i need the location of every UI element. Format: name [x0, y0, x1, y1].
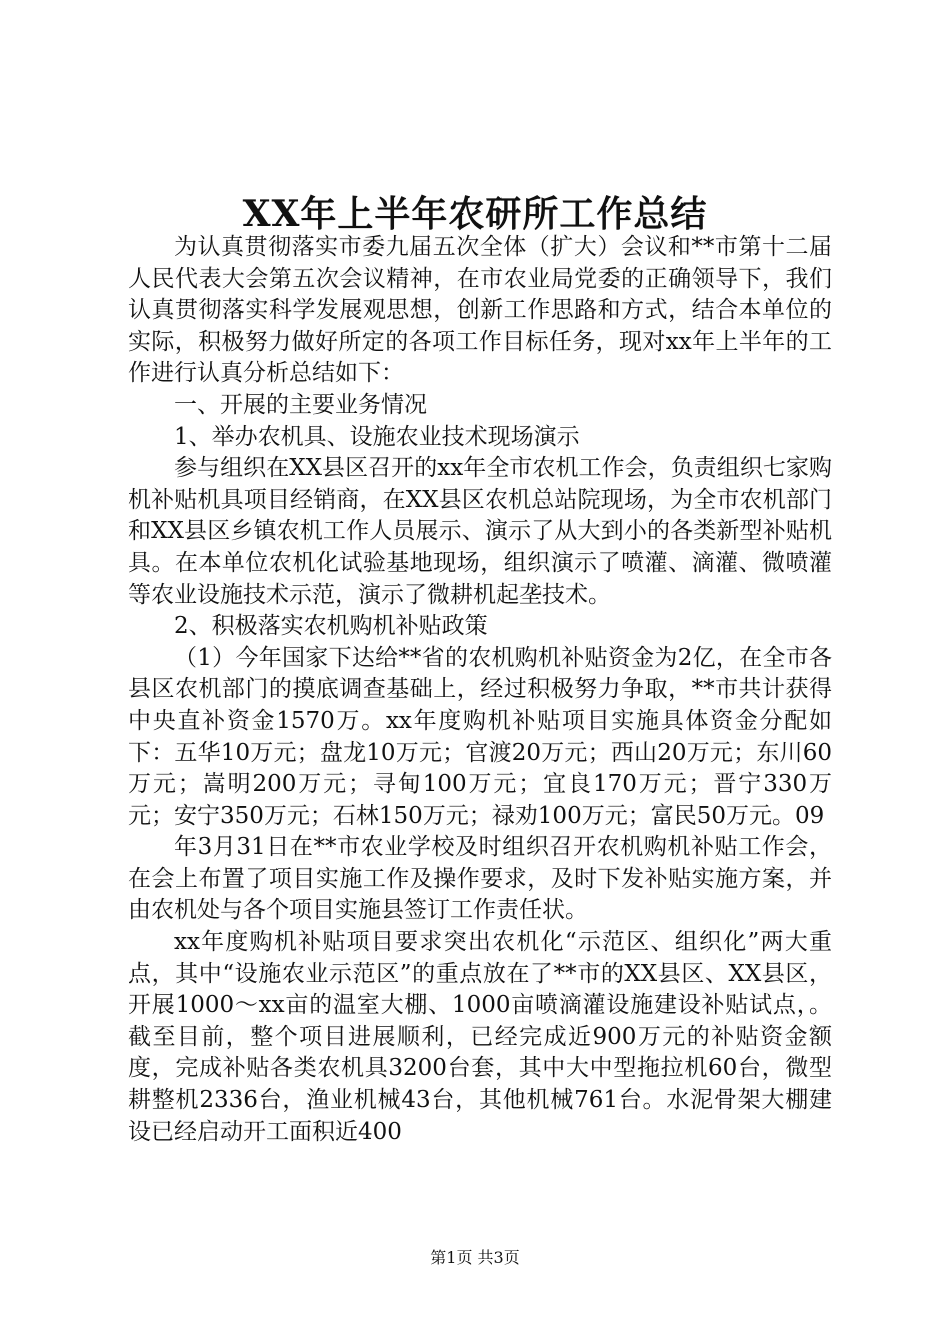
paragraph-intro: 为认真贯彻落实市委九届五次全体（扩大）会议和**市第十二届人民代表大会第五次会议精神，在市农业局党委的正确领导下，我们认真贯彻落实科学发展观思想，创新工作思路和方式，结合本单位的实际，积极努力做好所定的各项工作目标任务，现对xx年上半年的工作进行认真分析总结如下： [128, 234, 832, 387]
document-body [128, 232, 832, 1148]
paragraph-subsidy-funds: （1）今年国家下达给**省的农机购机补贴资金为2亿，在全市各县区农机部门的摸底调查基础上，经过积极努力争取，**市共计获得中央直补资金1570万。xx年度购机补贴项目实施具体资金分配如下：五华10万元；盘龙10万元；官渡20万元；西山20万元；东川60万元；嵩明200万元；寻甸100万元；宜良170万元；晋宁330万元；安宁350万元；石林150万元；禄劝100万元；富民50万元。09 [128, 644, 832, 829]
heading-subsection-1: 1、举办农机具、设施农业技术现场演示 [174, 423, 580, 450]
paragraph-subsidy-progress: xx年度购机补贴项目要求突出农机化“示范区、组织化”两大重点，其中“设施农业示范区”的重点放在了**市的XX县区、XX县区，开展1000～xx亩的温室大棚、1000亩喷滴灌设施建设补贴试点，。截至目前，整个项目进展顺利，已经完成近900万元的补贴资金额度，完成补贴各类农机具3200台套，其中大中型拖拉机60台，微型耕整机2336台，渔业机械43台，其他机械761台。水泥骨架大棚建设已经启动开工面积近400 [128, 929, 832, 1145]
heading-subsection-2: 2、积极落实农机购机补贴政策 [174, 613, 488, 640]
paragraph-demonstration: 参与组织在XX县区召开的xx年全市农机工作会，负责组织七家购机补贴机具项目经销商，在XX县区农机总站院现场，为全市农机部门和XX县区乡镇农机工作人员展示、演示了从大到小的各类新型补贴机具。在本单位农机化试验基地现场，组织演示了喷灌、滴灌、微喷灌等农业设施技术示范，演示了微耕机起垄技术。 [128, 455, 832, 608]
heading-section-1: 一、开展的主要业务情况 [174, 391, 427, 418]
paragraph-subsidy-meeting: 年3月31日在**市农业学校及时组织召开农机购机补贴工作会，在会上布置了项目实施工作及操作要求，及时下发补贴实施方案，并由农机处与各个项目实施县签订工作责任状。 [128, 834, 832, 924]
document-title: XX年上半年农研所工作总结 [242, 193, 708, 235]
page-footer: 第1页 共3页 [430, 1248, 520, 1267]
